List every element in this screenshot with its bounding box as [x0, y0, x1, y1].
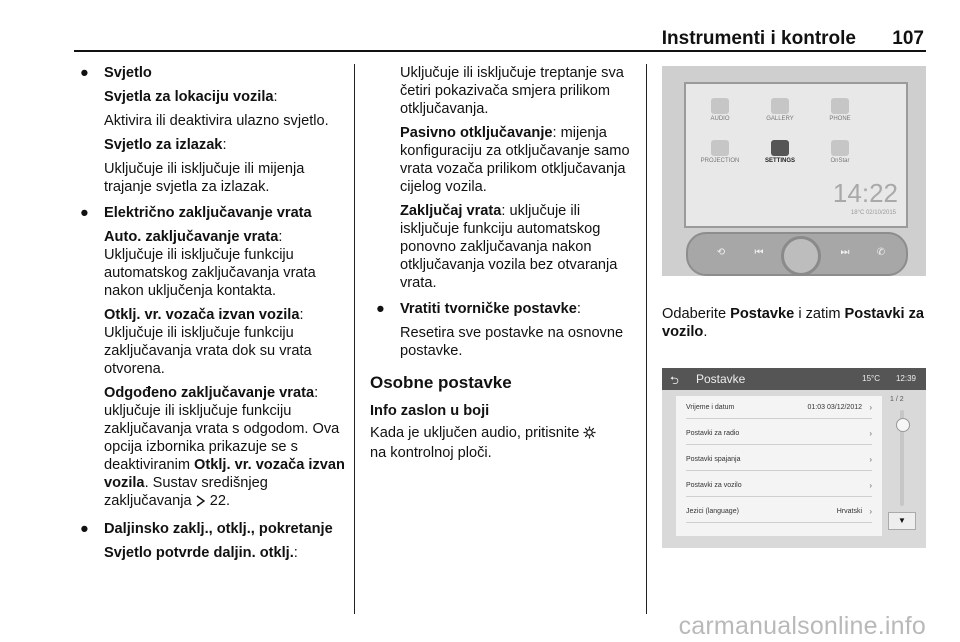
- watermark: carmanualsonline.info: [678, 612, 926, 640]
- back-button[interactable]: ⟲: [716, 247, 726, 258]
- infotainment-photo: [662, 66, 926, 276]
- bullet-dot: ●: [80, 521, 89, 537]
- zakljucavanje-title: Električno zaključavanje vrata: [104, 205, 312, 221]
- svjetlo-title: Svjetlo: [104, 65, 152, 81]
- caption-end: .: [703, 323, 708, 340]
- pasivno-desc: mijenja konfiguraciju za otključavanje samo vrata vozača prilikom otključavanja cijelog vozila.: [400, 125, 630, 195]
- column-1: [74, 64, 346, 562]
- odgodeno-label: Odgođeno zaključavanje vrata: [104, 385, 315, 401]
- settings-row[interactable]: Postavki spajanja ›: [686, 448, 872, 471]
- osobne-section-title: Osobne postavke: [370, 373, 512, 392]
- zakljuc-desc: uključuje ili isključuje funkciju automatskog ponovno zaključavanja nakon otključavanja vozila bez otvaranja vrata.: [400, 203, 618, 291]
- tile-gallery[interactable]: GALLERY: [760, 98, 800, 122]
- bullet-daljinsko: [74, 520, 346, 538]
- gallery-icon: [771, 98, 789, 114]
- home-screen: [684, 82, 908, 228]
- chevron-right-icon: ›: [869, 429, 872, 438]
- power-volume-knob[interactable]: [781, 236, 821, 276]
- auto-item: Auto. zaključavanje vrata: Uključuje ili isključuje funkciju automatskog zaključavanja vrata nakon uključenja kontakta.: [104, 229, 316, 299]
- otkl-label: Otklj. vr. vozača izvan vozila: [104, 307, 300, 323]
- bullet-dot: ●: [80, 65, 89, 81]
- zakljuc-label: Zaključaj vrata: [400, 203, 502, 219]
- potvrde-item: Svjetlo potvrde daljin. otklj.:: [104, 545, 298, 561]
- izlazak-item: Svjetlo za izlazak:: [104, 137, 227, 153]
- chevron-right-icon: ›: [869, 403, 872, 412]
- settings-gear-icon: [583, 426, 596, 444]
- chevron-right-icon: ›: [869, 455, 872, 464]
- clock-display: 14:22: [832, 178, 898, 208]
- info-subtitle: Info zaslon u boji: [370, 403, 490, 419]
- back-arrow-icon[interactable]: ⮌: [670, 375, 679, 387]
- bullet-vratiti: ● Vratiti tvorničke postavke:: [376, 301, 581, 317]
- bullet-dot: ●: [376, 301, 385, 317]
- odgodeno-desc2: . Sustav središnjeg zaključavanja: [104, 475, 268, 509]
- lokacija-item: Svjetla za lokaciju vozila:: [104, 89, 278, 105]
- column-divider-1: [354, 64, 355, 614]
- caption-bold-1: Postavke: [730, 305, 795, 322]
- info-desc-text-2: na kontrolnoj ploči.: [370, 445, 492, 461]
- vratiti-desc: Resetira sve postavke na osnovne postavke.: [400, 325, 624, 359]
- settings-screen-photo: [662, 368, 926, 548]
- auto-label: Auto. zaključavanje vrata: [104, 229, 279, 245]
- caption: [662, 305, 926, 341]
- onstar-icon: [831, 140, 849, 156]
- lokacija-label: Svjetla za lokaciju vozila: [104, 89, 274, 105]
- bullet-dot: ●: [80, 205, 89, 221]
- scroll-down-button[interactable]: ▼: [888, 512, 916, 530]
- page-reference-icon: [196, 494, 206, 512]
- settings-row[interactable]: Vrijeme i datum 01:03 03/12/2012 ›: [686, 396, 872, 419]
- tile-projection[interactable]: PROJECTION: [700, 140, 740, 164]
- chevron-right-icon: ›: [869, 507, 872, 516]
- tile-onstar[interactable]: OnStar: [820, 140, 860, 164]
- time: 12:39: [895, 374, 916, 383]
- settings-row[interactable]: Jezici (language) Hrvatski ›: [686, 500, 872, 523]
- caption-mid: i zatim: [798, 305, 841, 322]
- izlazak-label: Svjetlo za izlazak: [104, 137, 223, 153]
- odgodeno-ref[interactable]: 22.: [209, 493, 231, 509]
- pasivno-label: Pasivno otključavanje: [400, 125, 553, 141]
- info-desc: [370, 424, 638, 462]
- scroll-thumb[interactable]: [896, 418, 910, 432]
- page-indicator: 1 / 2: [890, 396, 904, 403]
- tile-audio[interactable]: AUDIO: [700, 98, 740, 122]
- caption-bold-2: Postavki za vozilo: [662, 305, 925, 340]
- settings-title: Postavke: [696, 372, 746, 386]
- settings-row[interactable]: Postavki za vozilo ›: [686, 474, 872, 497]
- tile-phone[interactable]: PHONE: [820, 98, 860, 122]
- daljinsko-title: Daljinsko zaklj., otklj., pokretanje: [104, 521, 333, 537]
- lokacija-desc: Aktivira ili deaktivira ulazno svjetlo.: [104, 113, 329, 129]
- otkl-item: Otklj. vr. vozača izvan vozila: Uključuje ili isključuje funkciju zaključavanja vrata dok su vrata otvorena.: [104, 307, 312, 377]
- odgodeno-desc: uključuje ili isključuje funkciju zaključavanja vrata s odgodom. Ova opcija izbornika prikazuje se s deaktiviranim: [104, 403, 340, 473]
- treptanje-desc: Uključuje ili isključuje treptanje sva četiri pokazivača smjera prilikom otključavanja.: [400, 65, 624, 117]
- potvrde-label: Svjetlo potvrde daljin. otklj.: [104, 545, 294, 561]
- izlazak-desc: Uključuje ili isključuje ili mijenja trajanje svjetla za izlazak.: [104, 161, 305, 195]
- projection-icon: [711, 140, 729, 156]
- tile-settings[interactable]: SETTINGS: [760, 140, 800, 164]
- column-divider-2: [646, 64, 647, 614]
- chevron-right-icon: ›: [869, 481, 872, 490]
- pasivno-item: Pasivno otključavanje: mijenja konfiguraciju za otključavanje samo vrata vozača prilikom otključavanja cijelog vozila.: [400, 125, 630, 195]
- phone-button[interactable]: ✆: [876, 247, 886, 258]
- column-2: [370, 64, 638, 462]
- settings-row[interactable]: Postavki za radio ›: [686, 422, 872, 445]
- settings-scrollbar[interactable]: [888, 396, 916, 536]
- vratiti-label: Vratiti tvorničke postavke: [400, 301, 577, 317]
- next-button[interactable]: ⏭: [840, 247, 850, 258]
- settings-list: [676, 396, 882, 536]
- page-number: 107: [892, 28, 924, 49]
- clock-sub-info: 18°C 02/10/2015: [850, 210, 896, 216]
- otkl-desc: Uključuje ili isključuje funkciju zaključavanja vrata dok su vrata otvorena.: [104, 325, 312, 377]
- caption-pre: Odaberite: [662, 305, 727, 322]
- zakljuc-item: Zaključaj vrata: uključuje ili isključuje funkciju automatskog ponovno zaključavanja nakon otključavanja vozila bez otvaranja vrata.: [400, 203, 618, 291]
- auto-desc: Uključuje ili isključuje funkciju automatskog zaključavanja vrata nakon uključenja kontakta.: [104, 247, 316, 299]
- temperature: 15°C: [862, 374, 880, 383]
- bullet-zakljucavanje: [74, 204, 346, 222]
- control-panel: [686, 232, 908, 276]
- odgodeno-bold: Otklj. vr. vozača izvan vozila: [104, 457, 345, 491]
- audio-icon: [711, 98, 729, 114]
- bullet-svjetlo: [74, 64, 346, 82]
- odgodeno-item: Odgođeno zaključavanje vrata: uključuje ili isključuje funkciju zaključavanja vrata s odgodom. Ova opcija izbornika prikazuje se s deaktiviranim Otklj. vr. vozača izvan vozila. Sustav središnjeg zaključavanja 22.: [74, 384, 346, 512]
- settings-icon: [771, 140, 789, 156]
- header-rule: [74, 50, 926, 52]
- settings-top-bar: [662, 368, 926, 390]
- page-title: Instrumenti i kontrole: [661, 28, 856, 49]
- phone-icon: [831, 98, 849, 114]
- info-desc-text: Kada je uključen audio, pritisnite: [370, 425, 580, 441]
- prev-button[interactable]: ⏮: [754, 247, 764, 258]
